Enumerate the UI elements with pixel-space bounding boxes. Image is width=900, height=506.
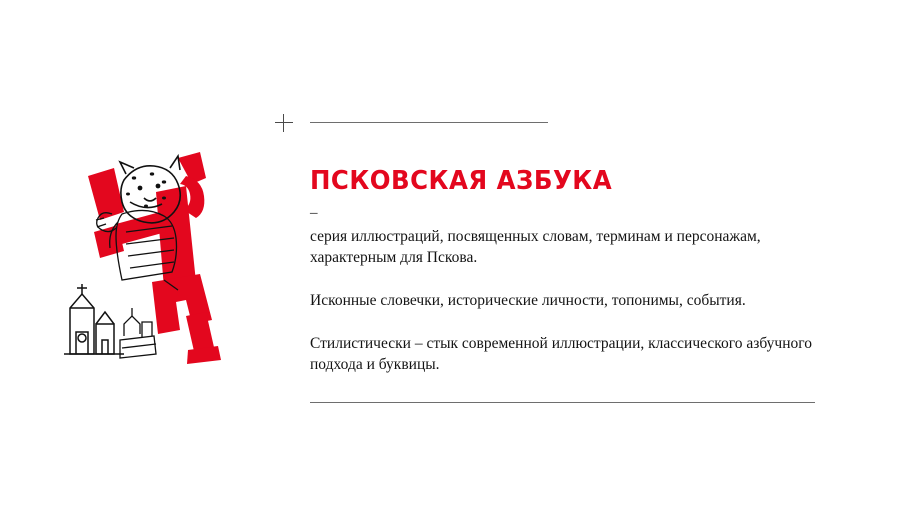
red-letter-shape xyxy=(88,152,221,364)
bottom-divider xyxy=(310,402,815,403)
text-block xyxy=(310,110,820,403)
paragraph-1: серия иллюстраций, посвященных словам, терминам и персонажам, характерным для Пскова. xyxy=(310,228,761,266)
paragraph-2: Исконные словечки, исторические личности, топонимы, события. xyxy=(310,291,746,309)
title-dash: – xyxy=(310,205,318,221)
pskov-illustration-svg xyxy=(60,140,270,370)
top-divider xyxy=(310,122,548,123)
church-tower-ink xyxy=(64,284,124,354)
plus-icon xyxy=(275,114,293,132)
illustration-figure xyxy=(60,140,270,370)
page-title: ПСКОВСКАЯ АЗБУКА xyxy=(310,166,613,196)
header-marks xyxy=(310,110,820,144)
paragraph-3: Стилистически – стык современной иллюстрации, классического азбучного подхода и буквицы. xyxy=(310,334,812,373)
city-details-ink xyxy=(120,308,156,358)
